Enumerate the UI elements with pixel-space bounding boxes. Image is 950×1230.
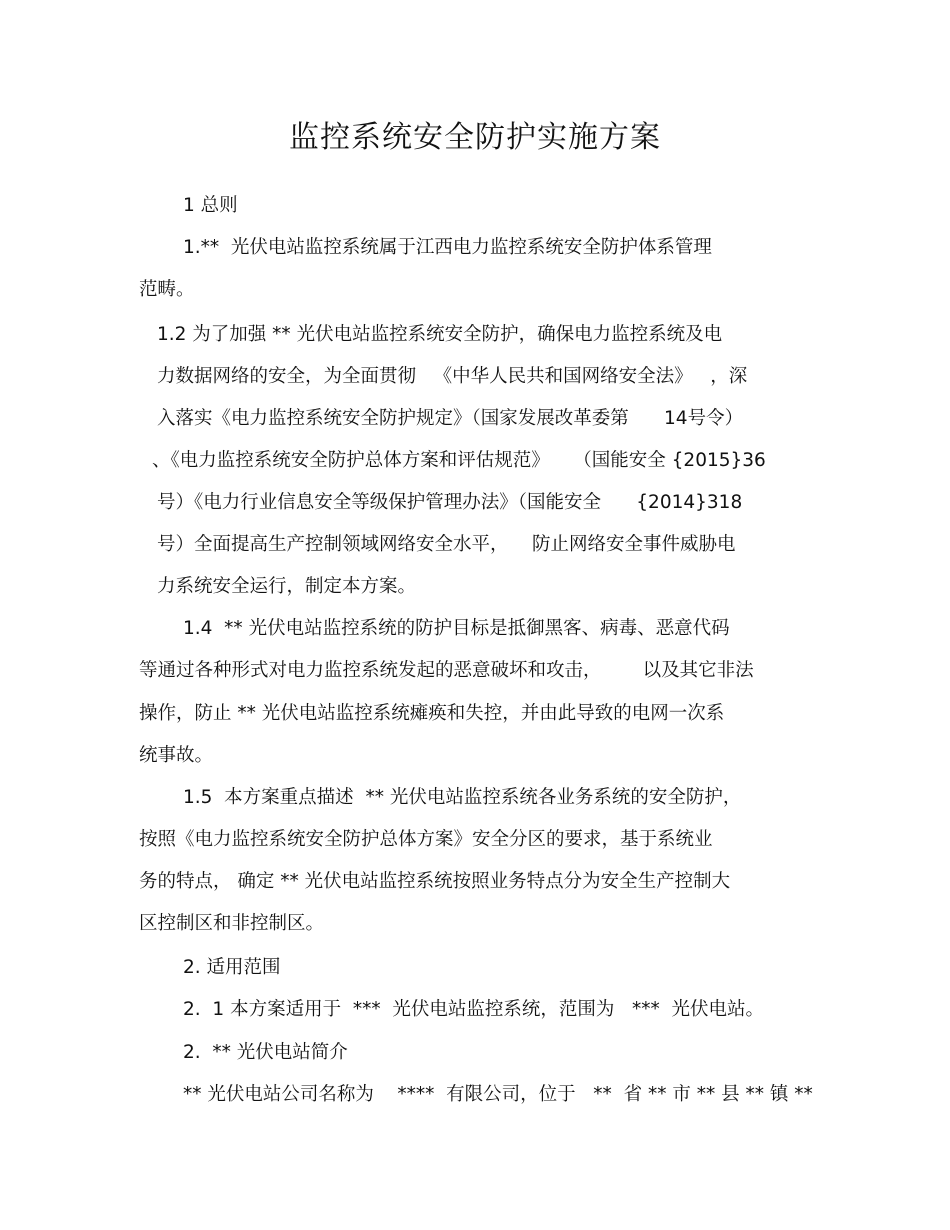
document-title: 监控系统安全防护实施方案 xyxy=(289,120,661,155)
paragraph-line: 1.4 ** 光伏电站监控系统的防护目标是抵御黑客、病毒、恶意代码 xyxy=(183,618,730,639)
paragraph-line: ** 光伏电站公司名称为 **** 有限公司，位于 ** 省 ** 市 ** 县 ** 镇 ** xyxy=(183,1084,813,1105)
paragraph-line: 1.2 为了加强 ** 光伏电站监控系统安全防护，确保电力监控系统及电 xyxy=(157,324,723,345)
paragraph-line: 力系统安全运行，制定本方案。 xyxy=(157,576,417,597)
paragraph-line: 统事故。 xyxy=(139,745,214,766)
paragraph-line: 号）《电力行业信息安全等级保护管理办法》（国能安全 {2014}318 xyxy=(157,492,743,513)
paragraph-line: 操作，防止 ** 光伏电站监控系统瘫痪和失控，并由此导致的电网一次系 xyxy=(139,703,725,724)
paragraph-line: 1.5 本方案重点描述 ** 光伏电站监控系统各业务系统的安全防护， xyxy=(183,787,742,808)
paragraph-line: 力数据网络的安全，为全面贯彻 《中华人民共和国网络安全法》 ，深 xyxy=(157,366,748,387)
paragraph-line: 1.** 光伏电站监控系统属于江西电力监控系统安全防护体系管理 xyxy=(183,237,712,258)
paragraph-line: 2. 1 本方案适用于 *** 光伏电站监控系统，范围为 *** 光伏电站。 xyxy=(183,999,764,1020)
paragraph-line: 按照《电力监控系统安全防护总体方案》安全分区的要求，基于系统业 xyxy=(139,829,713,850)
paragraph-line: 等通过各种形式对电力监控系统发起的恶意破坏和攻击， 以及其它非法 xyxy=(139,660,754,681)
paragraph-line: 入落实《电力监控系统安全防护规定》（国家发展改革委第 14号令） xyxy=(157,408,744,429)
paragraph-line: 范畴。 xyxy=(139,279,195,300)
paragraph-line: 区控制区和非控制区。 xyxy=(139,913,325,934)
section-heading: 2. ** 光伏电站简介 xyxy=(183,1042,348,1063)
paragraph-line: 务的特点， 确定 ** 光伏电站监控系统按照业务特点分为安全生产控制大 xyxy=(139,871,731,892)
section-heading: 2. 适用范围 xyxy=(183,957,281,978)
paragraph-line: 1 总则 xyxy=(183,195,238,216)
paragraph-line: 号）全面提高生产控制领域网络安全水平， 防止网络安全事件威胁电 xyxy=(157,534,736,555)
paragraph-line: 、《电力监控系统安全防护总体方案和评估规范》 （国能安全 {2015}36 xyxy=(152,450,766,471)
